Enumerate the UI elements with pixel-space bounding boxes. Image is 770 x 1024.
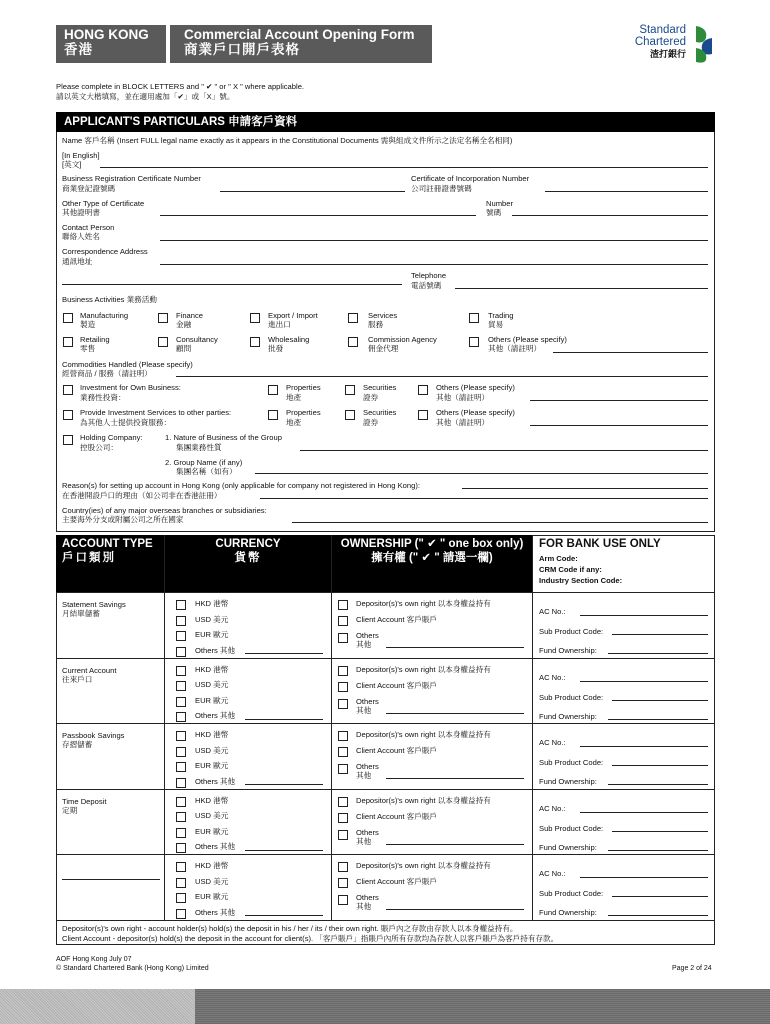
currency-others-field[interactable] [245,653,323,654]
table-header-divider [56,592,715,593]
currency-label: HKD 港幣 [195,795,229,805]
ownership-own-label: Depositor(s)'s own right 以本身權益持有 [356,730,491,739]
activity-trading: Trading [488,311,514,320]
bank-use-title: FOR BANK USE ONLY [539,538,661,550]
currency-label: USD 美元 [195,745,229,755]
col-ownership-zh: 擁有權 (" ✔ " 請選一欄) [371,551,493,564]
address-label: Correspondence Address [62,247,148,256]
fund-ownership-label: Fund Ownership: [539,711,597,721]
form-title-zh: 商業戶口開戶表格 [184,42,300,57]
sub-product-label: Sub Product Code: [539,627,604,636]
col-bank-use [533,535,715,592]
activity-commission-agency: Commission Agency [368,335,437,344]
currency-label: Others 其他 [195,645,236,655]
region-zh: 香港 [64,42,93,57]
account-type-field[interactable] [62,879,160,880]
own-properties-label-zh: 地產 [286,393,302,402]
sub-product-field[interactable] [612,765,708,766]
checkbox-currency[interactable] [176,828,186,838]
currency-label: HKD 港幣 [195,861,229,870]
fund-ownership-label: Fund Ownership: [539,777,597,786]
countries-field[interactable] [292,522,708,523]
checkbox-investment-own[interactable] [63,385,73,395]
sub-product-field[interactable] [612,831,708,832]
col-ownership-en: OWNERSHIP (" ✔ " one box only) [340,538,524,550]
contact-label: Contact Person [62,223,115,232]
activity-others-field[interactable] [553,352,708,353]
ownership-client-label: Client Account 客戶賬戶 [356,877,438,886]
other-cert-field[interactable] [160,215,476,216]
checkbox-finance[interactable] [158,313,168,323]
checkbox-currency[interactable] [176,616,186,626]
footer-code: AOF Hong Kong July 07 [56,956,132,963]
checkbox-wholesaling[interactable] [250,337,260,347]
nature-label: 1. Nature of Business of the Group [165,433,282,442]
currency-label: EUR 歐元 [195,892,229,901]
col-currency [165,535,331,592]
applicant-section-title: APPLICANT'S PARTICULARS 申請客戶資料 [56,112,715,132]
checkbox-services[interactable] [348,313,358,323]
currency-others-field[interactable] [245,784,323,785]
group-name-field[interactable] [255,473,708,474]
checkbox-ownership-own[interactable] [338,862,348,872]
ownership-others-field[interactable] [386,844,524,845]
commodities-label: Commodities Handled (Please specify) [62,360,193,369]
checkbox-currency[interactable] [176,762,186,772]
number-label: Number [486,199,514,208]
currency-label: USD 美元 [195,680,229,689]
currency-others-field[interactable] [245,850,323,851]
arm-code-label: Arm Code: [539,553,578,563]
currency-label: HKD 港幣 [195,664,229,674]
ownership-others-label-zh: 其他 [356,771,372,780]
ownership-others-label: Others [356,827,379,837]
telephone-label-zh: 電話號碼 [411,281,442,290]
checkbox-trading[interactable] [469,313,479,323]
ac-no-label: AC No.: [539,672,566,682]
countries-label-zh: 主要海外分支或附屬公司之所在國家 [62,515,184,524]
ownership-others-label-zh: 其他 [356,640,372,649]
checkbox-currency[interactable] [176,778,186,788]
currency-label: EUR 歐元 [195,826,229,836]
ownership-client-label: Client Account 客戶賬戶 [356,615,438,624]
activity-export-import-zh: 進出口 [268,320,291,329]
ownership-others-label: Others [356,762,379,771]
checkbox-own-others[interactable] [418,385,428,395]
col-currency-zh: 貨幣 [234,551,262,564]
activity-export-import: Export / Import [268,311,318,320]
ownership-others-label: Others [356,893,379,902]
brc-label-zh: 商業登記證號碼 [62,184,116,193]
nature-field[interactable] [300,450,708,451]
col-account-type [56,535,164,592]
own-others-label-zh: 其他（請註明） [436,393,490,402]
checkbox-commission-agency[interactable] [348,337,358,347]
currency-label: USD 美元 [195,811,229,820]
checkbox-currency[interactable] [176,878,186,888]
sub-product-label: Sub Product Code: [539,823,604,833]
instruction-en: Please complete in BLOCK LETTERS and " ✔ " or " X " where applicable. [56,82,305,91]
ownership-own-label: Depositor(s)'s own right 以本身權益持有 [356,664,491,674]
activity-wholesaling-zh: 批發 [268,344,284,353]
currency-label: USD 美元 [195,614,229,624]
checkbox-currency[interactable] [176,697,186,707]
ownership-others-label-zh: 其他 [356,902,372,911]
ac-no-field[interactable] [580,746,708,747]
reason-label-zh: 在香港開設戶口的理由（如公司非在香港註冊） [62,491,222,500]
ownership-others-label: Others [356,696,379,706]
ownership-others-label-zh: 其他 [356,705,372,715]
currency-label: Others 其他 [195,907,236,917]
checkbox-holding[interactable] [63,435,73,445]
svc-others-label: Others (Please specify) [436,408,515,417]
own-others-field[interactable] [530,400,708,401]
currency-others-field[interactable] [245,915,323,916]
fund-ownership-field[interactable] [608,653,708,654]
checkbox-ownership-others[interactable] [338,764,348,774]
telephone-field[interactable] [455,288,708,289]
investment-own-label-zh: 業務性投資： [80,393,126,402]
countries-label: Country(ies) of any major overseas branches or subsidiaries: [62,506,267,515]
ownership-client-label: Client Account 客戶賬戶 [356,680,438,690]
group-name-label: 2. Group Name (if any) [165,458,243,467]
svc-properties-label-zh: 地產 [286,418,302,427]
business-activities-label: Business Activities 業務活動 [62,295,157,304]
checkbox-ownership-others[interactable] [338,699,348,709]
activity-consultancy: Consultancy [176,335,218,344]
applicant-section-frame [56,132,715,532]
checkbox-ownership-own[interactable] [338,731,348,741]
account-type-label-zh: 月結單儲蓄 [62,609,100,618]
own-securities-label-zh: 證券 [363,393,379,402]
ownership-client-label: Client Account 客戶賬戶 [356,746,438,755]
activity-services: Services [368,311,398,320]
sub-product-label: Sub Product Code: [539,692,604,702]
row-divider [56,854,715,855]
currency-others-field[interactable] [245,719,323,720]
industry-code-label: Industry Section Code: [539,576,623,586]
ownership-own-label: Depositor(s)'s own right 以本身權益持有 [356,795,491,805]
checkbox-investment-others[interactable] [63,410,73,420]
logo-text-2: Chartered [634,36,686,48]
address-field-1[interactable] [160,264,708,265]
ownership-others-field[interactable] [386,778,524,779]
activity-trading-zh: 貿易 [488,320,504,329]
currency-label: HKD 港幣 [195,730,229,739]
account-type-label-zh: 定期 [62,805,78,815]
holding-label: Holding Company: [80,433,143,442]
row-divider [56,723,715,724]
contact-label-zh: 聯絡人姓名 [62,232,100,241]
row-divider [56,658,715,659]
checkbox-own-properties[interactable] [268,385,278,395]
name-label: Name 客戶名稱 (Insert FULL legal name exactly as it appears in the Constitutional Documents 需與組成文件所示之法定名稱全名相同) [62,136,513,145]
sub-product-field[interactable] [612,634,708,635]
fund-ownership-field[interactable] [608,719,708,720]
checkbox-manufacturing[interactable] [63,313,73,323]
checkbox-ownership-client[interactable] [338,813,348,823]
investment-others-label-zh: 為其他人士提供投資服務： [80,418,172,427]
other-cert-label-zh: 其他證明書 [62,208,100,217]
activity-manufacturing: Manufacturing [80,311,129,320]
logo-text-1: Standard [639,24,686,36]
account-type-label: Statement Savings [62,600,126,609]
checkbox-currency[interactable] [176,681,186,691]
ac-no-field[interactable] [580,681,708,682]
fund-ownership-label: Fund Ownership: [539,842,597,852]
col-account-type-en: ACCOUNT TYPE [62,538,153,550]
ownership-own-label: Depositor(s)'s own right 以本身權益持有 [356,861,491,870]
ac-no-label: AC No.: [539,869,566,878]
ownership-client-label: Client Account 客戶賬戶 [356,811,438,821]
currency-label: Others 其他 [195,842,236,851]
checkbox-currency[interactable] [176,747,186,757]
checkbox-ownership-others[interactable] [338,830,348,840]
checkbox-retailing[interactable] [63,337,73,347]
activity-others: Others (Please specify) [488,335,567,344]
ac-no-label: AC No.: [539,803,566,813]
commodities-label-zh: 經營商品 / 服務（請註明） [62,369,152,378]
checkbox-ownership-client[interactable] [338,878,348,888]
checkbox-currency[interactable] [176,909,186,919]
checkbox-currency[interactable] [176,647,186,657]
currency-label: EUR 歐元 [195,630,229,639]
checkbox-svc-securities[interactable] [345,410,355,420]
ac-no-field[interactable] [580,877,708,878]
holding-label-zh: 控股公司： [80,443,118,452]
svc-securities-label-zh: 證券 [363,418,379,427]
page-number: Page 2 of 24 [672,965,712,972]
checkbox-ownership-client[interactable] [338,747,348,757]
commodities-field[interactable] [176,376,708,377]
activity-others-zh: 其他（請註明） [488,344,542,353]
ownership-others-field[interactable] [386,647,524,648]
brc-label: Business Registration Certificate Number [62,174,201,183]
checkbox-svc-others[interactable] [418,410,428,420]
checkbox-currency[interactable] [176,797,186,807]
checkbox-currency[interactable] [176,712,186,722]
title-banner [170,25,432,63]
bank-logo [620,24,720,64]
ac-no-label: AC No.: [539,738,566,747]
checkbox-ownership-own[interactable] [338,600,348,610]
reason-label: Reason(s) for setting up account in Hong Kong (only applicable for company not registered in Hong Kong): [62,481,420,490]
checkbox-ownership-others[interactable] [338,895,348,905]
checkbox-ownership-others[interactable] [338,633,348,643]
checkbox-ownership-client[interactable] [338,616,348,626]
number-label-zh: 號碼 [486,208,502,217]
in-english-en: [In English] [62,151,100,160]
nature-label-zh: 集團業務性質 [176,443,222,452]
account-type-label-zh: 往來戶口 [62,674,93,684]
account-type-label-zh: 存摺儲蓄 [62,740,93,749]
row-divider [56,789,715,790]
svc-others-label-zh: 其他（請註明） [436,418,490,427]
checkbox-svc-properties[interactable] [268,410,278,420]
contact-field[interactable] [160,240,708,241]
account-type-label: Passbook Savings [62,731,125,740]
table-vline-1 [164,535,165,920]
activity-finance-zh: 金融 [176,320,192,329]
checkbox-currency[interactable] [176,731,186,741]
ac-no-field[interactable] [580,615,708,616]
logo-mark-icon [690,24,718,64]
checkbox-currency[interactable] [176,843,186,853]
col-currency-en: CURRENCY [215,538,281,550]
currency-label: EUR 歐元 [195,695,229,705]
investment-others-label: Provide Investment Services to other parties: [80,408,232,417]
col-ownership [332,535,532,592]
own-others-label: Others (Please specify) [436,383,515,392]
address-label-zh: 通訊地址 [62,257,93,266]
checkbox-currency[interactable] [176,666,186,676]
coi-label-zh: 公司註冊證書號碼 [411,184,472,193]
note-depositor: Depositor(s)'s own right - account holder(s) hold(s) the deposit in his / her / its / their own right. 賬戶內之存款由存款人以本身權益持有。 [62,924,518,933]
activity-wholesaling: Wholesaling [268,335,310,344]
checkbox-ownership-client[interactable] [338,682,348,692]
checkbox-currency[interactable] [176,812,186,822]
fund-ownership-field[interactable] [608,784,708,785]
own-securities-label: Securities [363,383,397,392]
table-vline-3 [532,535,533,920]
crm-code-label: CRM Code if any: [539,564,602,574]
checkbox-export-import[interactable] [250,313,260,323]
fund-ownership-label: Fund Ownership: [539,646,597,655]
currency-label: HKD 港幣 [195,599,229,608]
fund-ownership-field[interactable] [608,850,708,851]
activity-retailing: Retailing [80,335,110,344]
activity-consultancy-zh: 顧問 [176,344,192,353]
checkbox-currency[interactable] [176,600,186,610]
sub-product-label: Sub Product Code: [539,889,604,898]
sub-product-label: Sub Product Code: [539,758,604,767]
note-client-account: Client Account - depositor(s) hold(s) the deposit in the account for client(s). 「客戶賬戶」指賬戶內所有存款均為存款人以客戶賬戶為客戶持有存款。 [62,934,559,943]
ownership-own-label: Depositor(s)'s own right 以本身權益持有 [356,599,491,608]
checkbox-ownership-own[interactable] [338,666,348,676]
region-banner [56,25,166,63]
number-field[interactable] [512,215,708,216]
table-vline-2 [331,535,332,920]
telephone-label: Telephone [411,271,447,280]
activity-manufacturing-zh: 製造 [80,320,96,329]
notes-divider [56,920,715,921]
investment-own-label: Investment for Own Business: [80,383,181,392]
sub-product-field[interactable] [612,700,708,701]
ownership-others-label-zh: 其他 [356,836,372,846]
ownership-others-field[interactable] [386,909,524,910]
svc-securities-label: Securities [363,408,397,417]
ac-no-field[interactable] [580,812,708,813]
checkbox-consultancy[interactable] [158,337,168,347]
currency-label: Others 其他 [195,711,236,720]
activity-finance: Finance [176,311,204,320]
other-cert-label: Other Type of Certificate [62,199,145,208]
reason-field[interactable] [462,488,708,489]
svc-properties-label: Properties [286,408,321,417]
checkbox-currency[interactable] [176,631,186,641]
logo-text-zh: 渣打銀行 [649,49,686,59]
fund-ownership-label: Fund Ownership: [539,908,597,917]
checkbox-currency[interactable] [176,862,186,872]
coi-field[interactable] [545,191,708,192]
activity-services-zh: 服務 [368,320,384,329]
activity-commission-agency-zh: 佣金代理 [368,344,399,353]
account-type-label: Current Account [62,665,117,675]
coi-label: Certificate of Incorporation Number [411,174,530,183]
ownership-others-field[interactable] [386,713,524,714]
own-properties-label: Properties [286,383,321,392]
name-field[interactable] [100,167,708,168]
checkbox-ownership-own[interactable] [338,797,348,807]
group-name-label-zh: 集團名稱（如有） [176,467,237,476]
ac-no-label: AC No.: [539,607,566,616]
currency-label: EUR 歐元 [195,761,229,770]
in-english-zh: [英文] [62,160,82,169]
footer-copyright: © Standard Chartered Bank (Hong Kong) Limited [56,965,209,972]
fund-ownership-field[interactable] [608,915,708,916]
svc-others-field[interactable] [530,425,708,426]
checkbox-activity-others[interactable] [469,337,479,347]
ownership-others-label: Others [356,631,379,640]
reason-field-2[interactable] [260,498,708,499]
checkbox-own-securities[interactable] [345,385,355,395]
sub-product-field[interactable] [612,896,708,897]
region-en: HONG KONG [64,27,149,42]
form-title-en: Commercial Account Opening Form [184,27,415,42]
currency-label: Others 其他 [195,776,236,786]
checkbox-currency[interactable] [176,893,186,903]
account-type-label: Time Deposit [62,796,107,806]
col-account-type-zh: 戶口類別 [62,551,116,564]
footer-bar [0,989,770,1024]
address-field-2[interactable] [62,284,402,285]
footer-pattern [0,989,195,1024]
activity-retailing-zh: 零售 [80,344,96,353]
brc-field[interactable] [220,191,405,192]
currency-label: USD 美元 [195,876,229,886]
instruction-zh: 請以英文大楷填寫，並在適用處加「✔」或「X」號。 [56,92,235,101]
